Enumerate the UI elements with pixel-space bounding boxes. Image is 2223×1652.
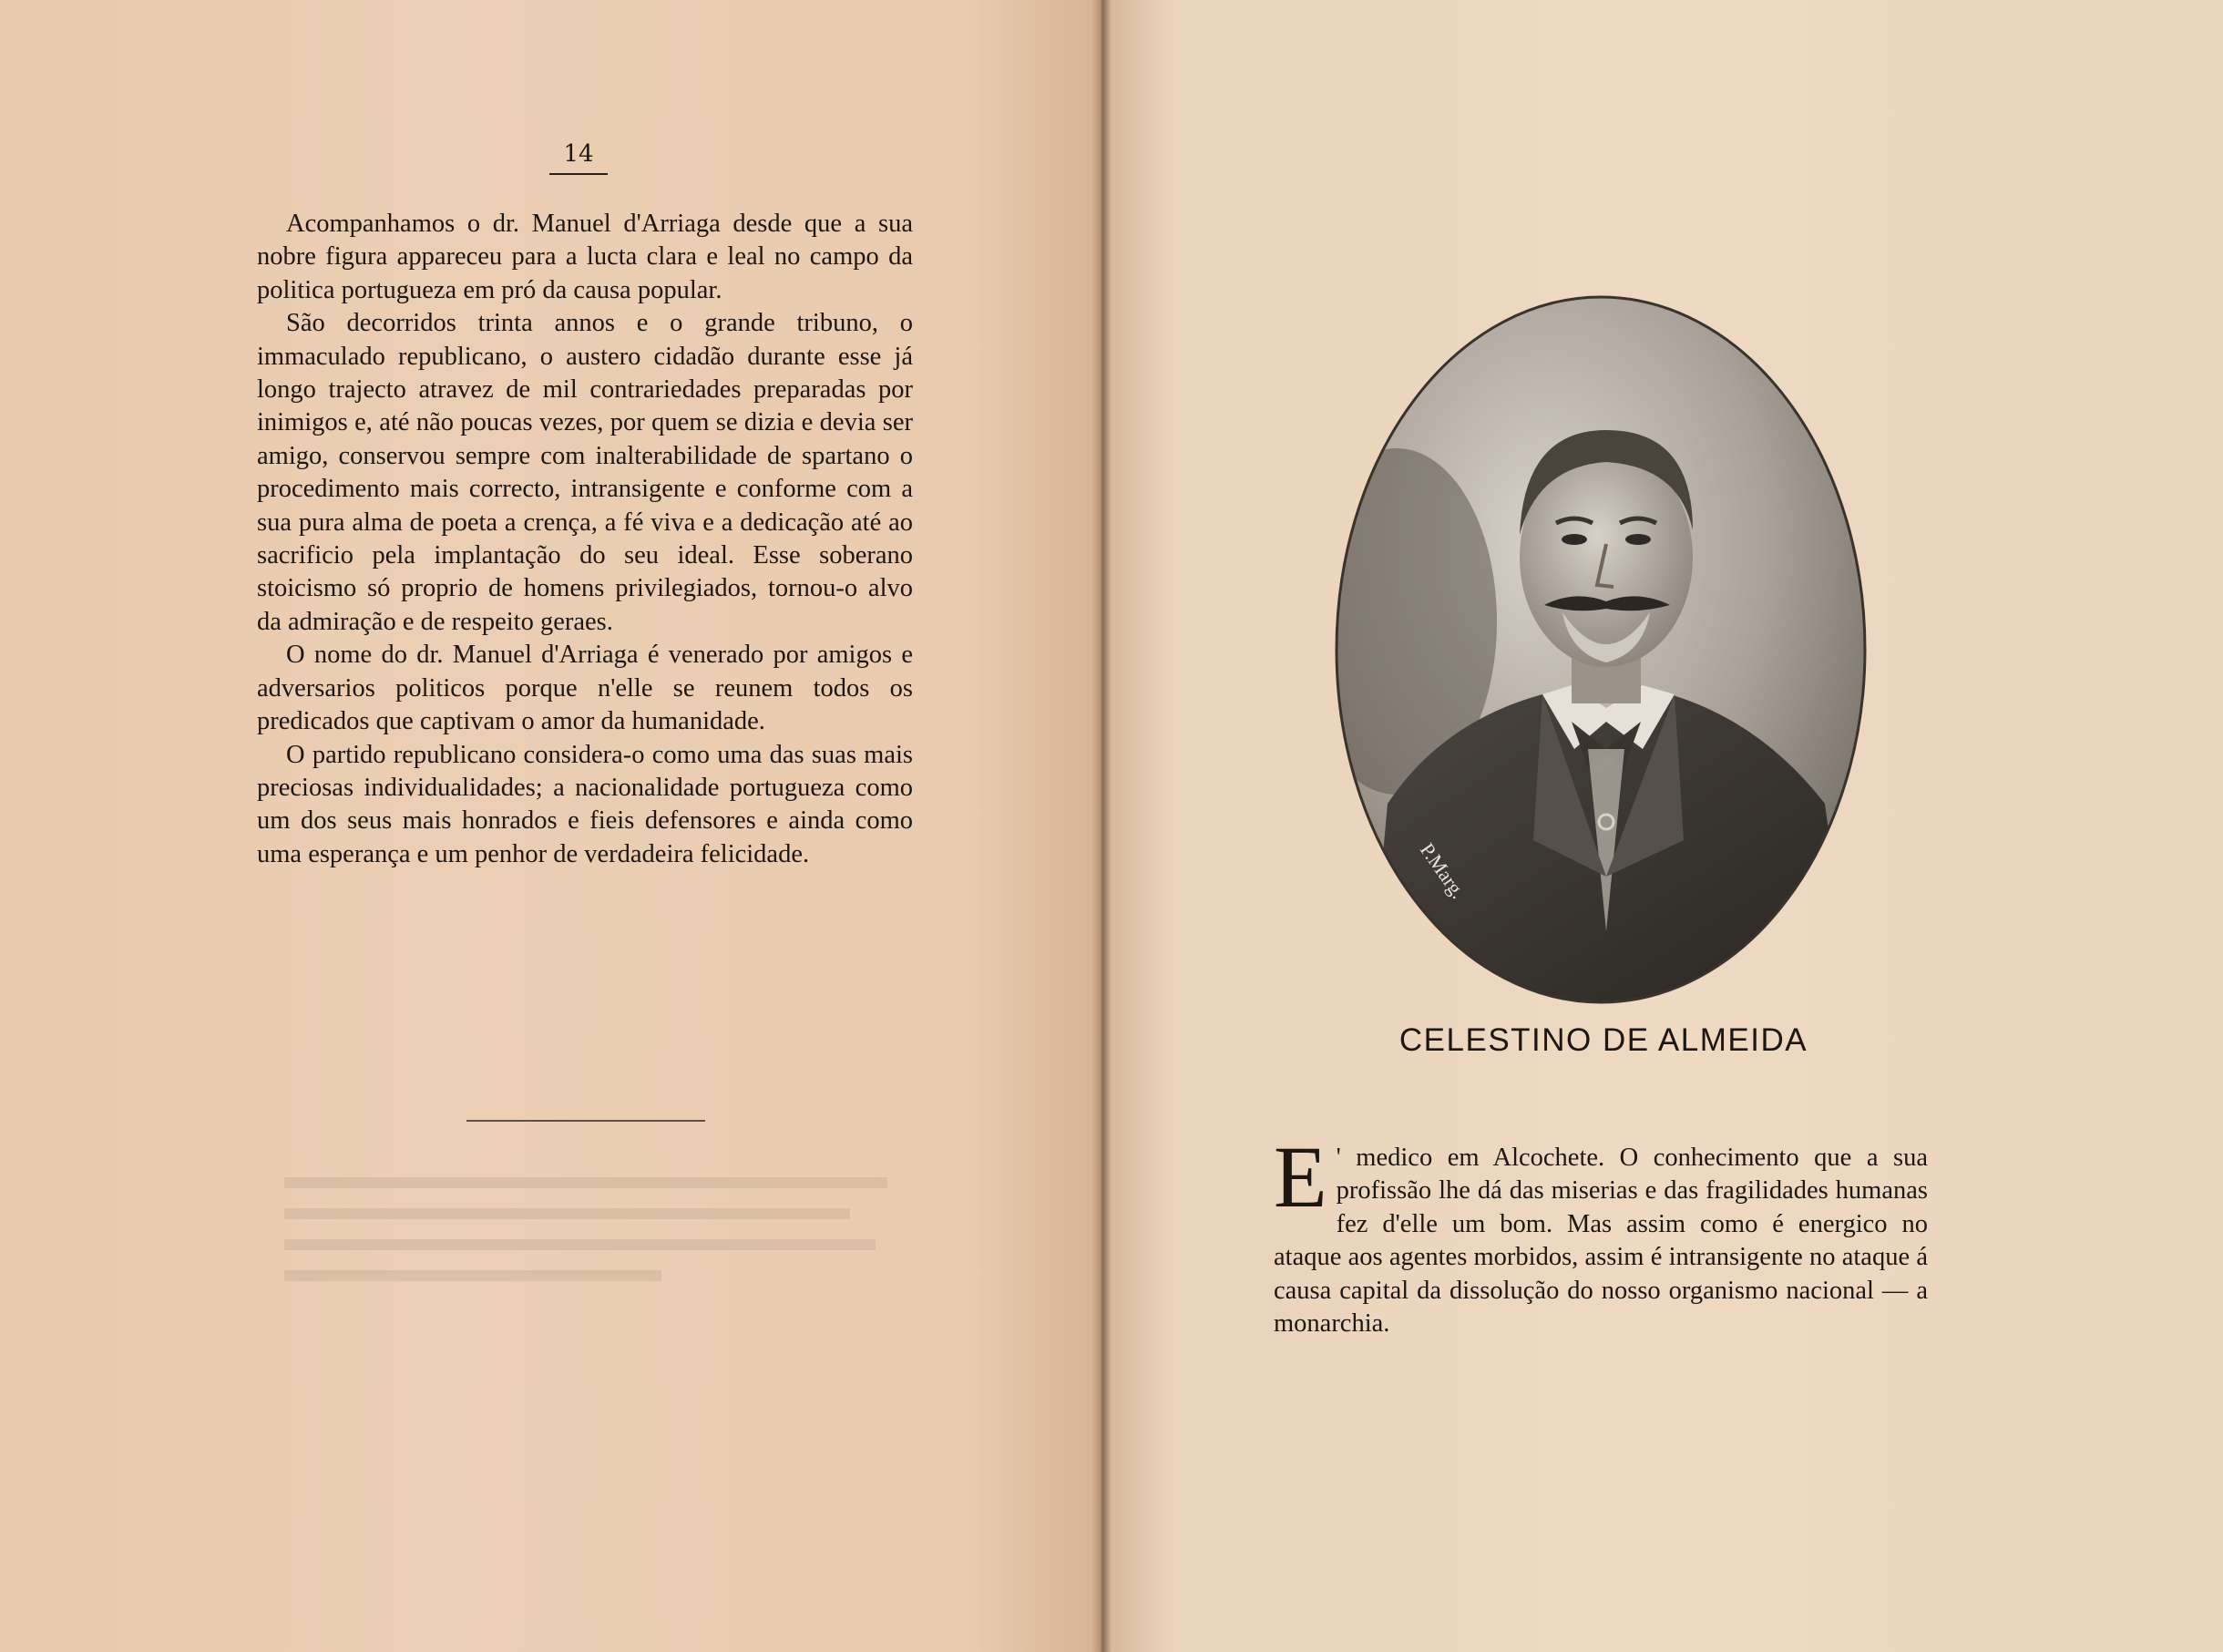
left-body-text — [257, 208, 913, 871]
page-number: 14 — [563, 140, 594, 168]
right-body-text — [1274, 1128, 1928, 1340]
show-through-text — [284, 1157, 913, 1339]
paragraph-4: O partido republicano considera-o como uma das suas mais preciosas individualidades; a nacionalidade portugueza como um dos seus mais honrados e fieis defensores e ainda como uma esperança e um penhor de verdadeira felicidade. — [257, 740, 913, 868]
paragraph-1: Acompanhamos o dr. Manuel d'Arriaga desde que a sua nobre figura appareceu para a lucta clara e leal no campo da politica portugueza em pró da causa popular. — [257, 210, 913, 304]
portrait-signature: P.Marg. — [1415, 838, 1470, 903]
portrait-photograph — [1333, 293, 1869, 1006]
paragraph-3: O nome do dr. Manuel d'Arriaga é venerado por amigos e adversarios politicos porque n'elle se reunem todos os predicados que captivam o amor da humanidade. — [257, 641, 913, 736]
section-end-rule — [466, 1120, 705, 1122]
page-number-rule — [549, 173, 608, 175]
book-gutter — [1091, 0, 1112, 1652]
portrait-caption: CELESTINO DE ALMEIDA — [1398, 1022, 1808, 1058]
right-paragraph: ' medico em Alcochete. O conhecimento que a sua profissão lhe dá das miserias e das fragilidades humanas fez d'elle um bom. Mas assim como é energico no ataque aos agentes morbidos, assim é intransigente no ataque á causa capital da dissolução do nosso organismo nacional — a monarchia. — [1274, 1144, 1928, 1339]
drop-cap: E — [1274, 1128, 1327, 1226]
paragraph-2: São decorridos trinta annos e o grande tribuno, o immaculado republicano, o austero cidadão durante esse já longo trajecto atravez de mil contrariedades preparadas por inimigos e, até não poucas vezes, por quem se dizia e devia ser amigo, conservou sempre com inalterabilidade de spartano o procedimento mais correcto, intransigente e conforme com a sua pura alma de poeta a crença, a fé viva e a dedicação até ao sacrificio pela implantação do seu ideal. Esse soberano stoicismo só proprio de homens privilegiados, tornou-o alvo da admiração e de respeito geraes. — [257, 309, 913, 636]
